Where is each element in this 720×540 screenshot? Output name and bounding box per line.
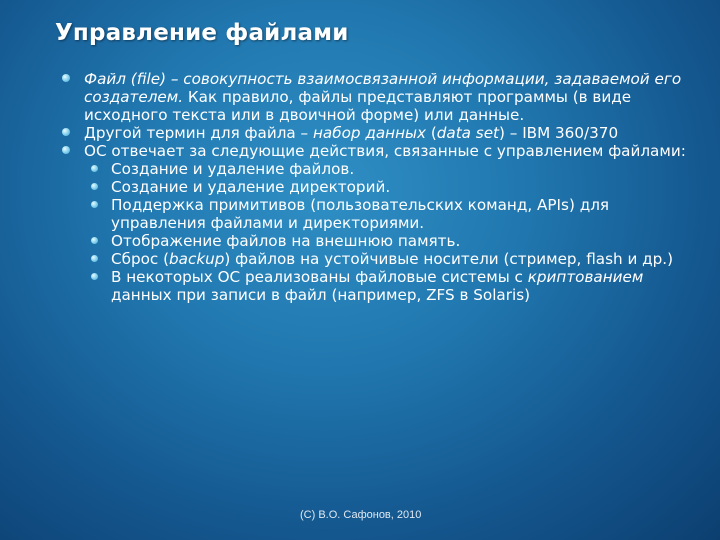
encryption-text-after: данных при записи в файл (например, ZFS в Solaris) — [111, 286, 531, 304]
sub-bullet-dot-icon — [91, 201, 98, 208]
slide-footer-copyright: (C) В.О. Сафонов, 2010 — [300, 509, 422, 521]
bullet-dot-icon — [62, 146, 70, 154]
sub-item-text: Создание и удаление файлов. — [111, 160, 355, 178]
main-bullet-list — [62, 70, 702, 304]
bullet-dot-icon — [62, 74, 70, 82]
data-set-english-term: data set — [436, 124, 500, 142]
bullet-item-data-set — [62, 124, 702, 142]
bullet-item-file-definition — [62, 70, 702, 124]
sub-item-create-directories — [88, 178, 702, 196]
sub-item-create-files — [88, 160, 702, 178]
sub-item-backup — [88, 250, 702, 268]
sub-bullet-dot-icon — [91, 183, 98, 190]
sub-bullet-dot-icon — [91, 255, 98, 262]
sub-item-text: Отображение файлов на внешнюю память. — [111, 232, 461, 250]
slide-title: Управление файлами — [55, 20, 349, 46]
sub-item-primitives — [88, 196, 702, 232]
encryption-text-before: В некоторых ОС реализованы файловые системы с — [111, 268, 528, 286]
sub-item-mapping — [88, 232, 702, 250]
sub-bullet-list — [84, 160, 702, 304]
backup-text-after: ) файлов на устойчивые носители (стример, flash и др.) — [224, 250, 674, 268]
backup-text-before: Сброс ( — [111, 250, 170, 268]
file-definition-text: Файл (file) – совокупность взаимосвязанной информации, задаваемой его создателем. — [84, 70, 682, 106]
bullet-item-os-responsibilities — [62, 142, 702, 304]
os-responsibilities-text: ОС отвечает за следующие действия, связанные с управлением файлами: — [84, 142, 686, 160]
encryption-italic-term: криптованием — [527, 268, 644, 286]
slide-content — [62, 70, 702, 304]
sub-bullet-dot-icon — [91, 237, 98, 244]
data-set-text-mid: ( — [426, 124, 437, 142]
data-set-text-after: ) – IBM 360/370 — [499, 124, 619, 142]
sub-item-encryption — [88, 268, 702, 304]
sub-item-text: Создание и удаление директорий. — [111, 178, 391, 196]
backup-italic-term: backup — [169, 250, 225, 268]
bullet-dot-icon — [62, 128, 70, 136]
sub-item-text: Поддержка примитивов (пользовательских команд, APIs) для управления файлами и директориями. — [111, 196, 610, 232]
sub-bullet-dot-icon — [91, 273, 98, 280]
data-set-text-before: Другой термин для файла – — [84, 124, 313, 142]
data-set-italic-term: набор данных — [312, 124, 426, 142]
file-definition-rest: Как правило, файлы представляют программы (в виде исходного текста или в двоичной форме) или данные. — [84, 88, 632, 124]
sub-bullet-dot-icon — [91, 165, 98, 172]
